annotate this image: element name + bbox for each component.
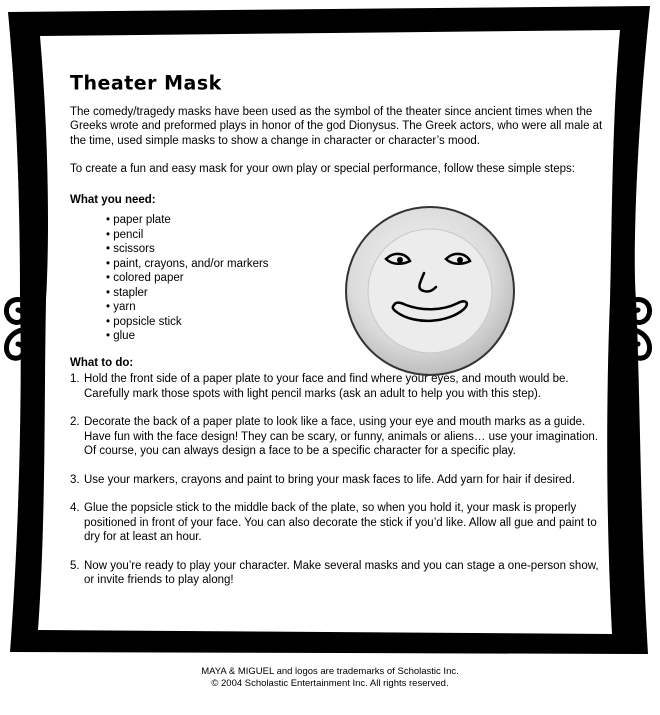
list-item: • glue [106,330,135,342]
list-item: • pencil [106,228,144,241]
todo-heading: What to do: [70,356,134,369]
needs-list [70,213,610,344]
list-item: • paper plate [106,214,171,226]
step-item: 1. Hold the front side of a paper plate to your face and find where your eyes, and mouth would be. Carefully mark those spots with light pencil marks (ask an adult to help you with this step). [70,373,569,400]
copyright-footer [0,666,660,690]
steps-list [70,372,610,588]
list-item: • paint, crayons, and/or markers [106,257,269,270]
copyright-line: © 2004 Scholastic Entertainment Inc. All rights reserved. [211,678,449,689]
list-item: • scissors [106,243,155,255]
intro-paragraph: The comedy/tragedy masks have been used as the symbol of the theater since ancient times when the Greeks wrote and preformed plays in honor of the god Dionysus. The Greek actors, who were all male at the time, used simple masks to show a change in character or character’s mood. [70,105,603,147]
list-item: • stapler [106,286,148,299]
lead-paragraph: To create a fun and easy mask for your own play or special performance, follow these simple steps: [70,163,575,175]
step-item: 2. Decorate the back of a paper plate to look like a face, using your eye and mouth marks as a guide. Have fun with the face design! They can be scary, or funny, animals or aliens… use your imagination. Of course, you can always design a face to be a specific character for a specific play. [70,416,598,457]
list-item: • popsicle stick [106,315,182,328]
step-item: 3. Use your markers, crayons and paint to bring your mask faces to life. Add yarn for hair if desired. [70,473,575,486]
worksheet-content [70,71,610,602]
list-item: • yarn [106,301,136,313]
step-item: 4. Glue the popsicle stick to the middle back of the plate, so when you hold it, your mask is properly positioned in front of your face. You can also decorate the stick if you’d like. Allow all gue and paint to dry for at least an hour. [70,502,597,543]
trademark-line: MAYA & MIGUEL and logos are trademarks of Scholastic Inc. [201,666,459,677]
step-item: 5. Now you’re ready to play your character. Make several masks and you can stage a one-person show, or invite friends to play along! [70,559,599,586]
page-title: Theater Mask [70,71,222,95]
needs-heading: What you need: [70,193,156,206]
list-item: • colored paper [106,272,184,284]
